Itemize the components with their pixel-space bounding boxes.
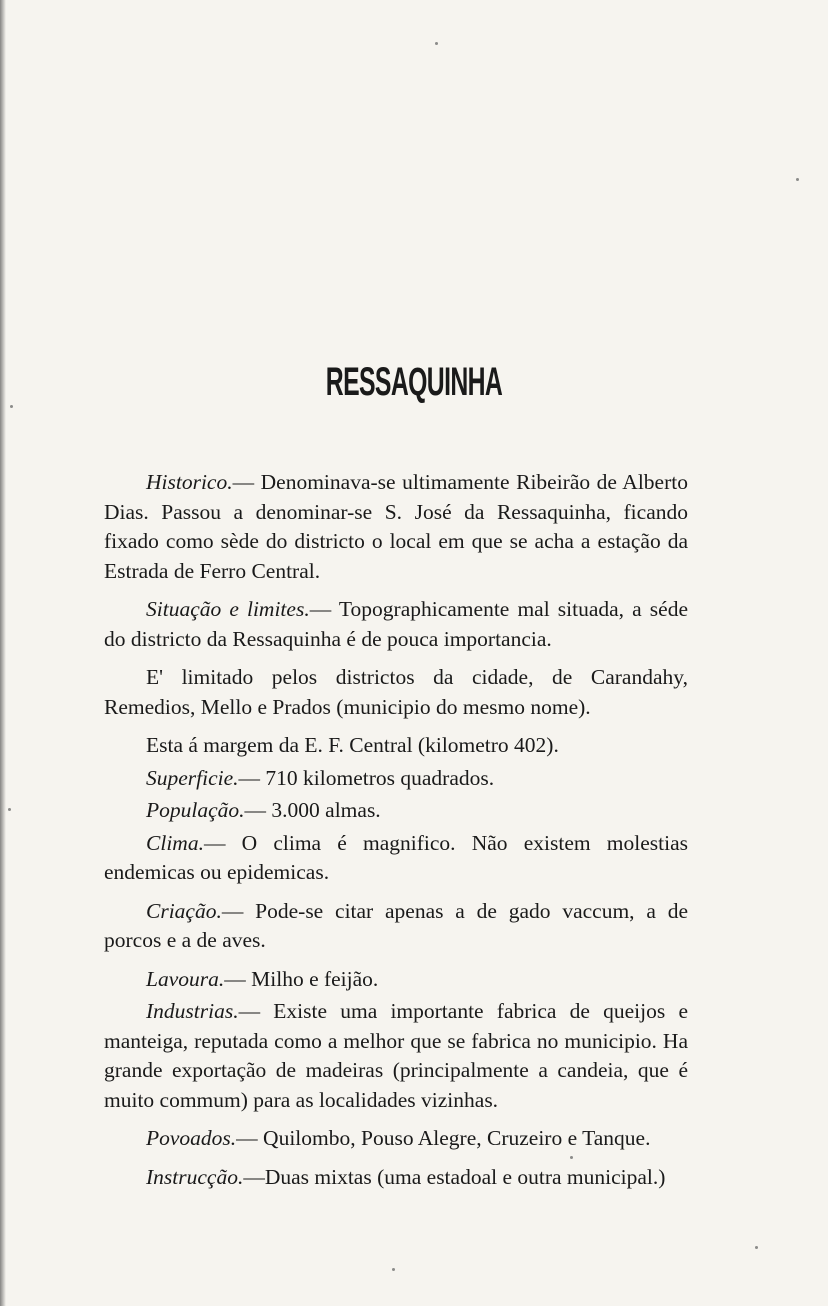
paragraph-text: O clima é magnifico. Não existem molestias endemicas ou epidemicas.: [104, 830, 688, 884]
paragraph-label: Povoados.: [146, 1126, 237, 1150]
paragraph-dash: —: [309, 597, 332, 621]
paragraph-situacao: [104, 595, 688, 654]
scan-speck: [755, 1246, 758, 1249]
paragraph-povoados: [104, 1124, 688, 1154]
scan-speck: [10, 405, 13, 408]
paragraph-text: Topographicamente mal situada, a séde do districto da Ressaquinha é de pouca importancia.: [104, 597, 689, 651]
paragraph-text: Quilombo, Pouso Alegre, Cruzeiro e Tanque.: [257, 1126, 651, 1150]
paragraph-text: 3.000 almas.: [266, 798, 381, 822]
paragraph-populacao: [104, 796, 688, 826]
scan-speck: [392, 1268, 395, 1271]
paragraph-superficie: [104, 764, 688, 794]
paragraph-label: Criação.: [146, 898, 222, 923]
paragraph-dash: —: [232, 470, 255, 494]
paragraph-industrias: [104, 997, 688, 1115]
paragraph-dash: —: [203, 830, 226, 855]
paragraph-label: Superficie.: [146, 765, 239, 790]
paragraph-text: E' limitado pelos districtos da cidade, de Carandahy, Remedios, Mello e Prados (municipio do mesmo nome).: [104, 665, 688, 719]
paragraph-text: Esta á margem da E. F. Central (kilometro 402).: [146, 733, 559, 757]
paragraph-text: Pode-se citar apenas a de gado vaccum, a de porcos e a de aves.: [104, 898, 688, 952]
paragraph-criacao: [104, 897, 688, 956]
paragraph-limites: [104, 663, 688, 722]
paragraph-instruccao: [104, 1163, 688, 1193]
paragraph-lavoura: [104, 965, 688, 995]
paragraph-margem: [104, 731, 688, 761]
document-body: [104, 468, 688, 1201]
paragraph-dash: —: [238, 765, 261, 790]
scan-speck: [570, 1156, 573, 1159]
scan-speck: [796, 178, 799, 181]
paragraph-text: Existe uma importante fabrica de queijos e manteiga, reputada como a melhor que se fabrica no municipio. Ha grande exportação de madeiras (principalmente a candeia, que é muito commum) para as localidades vizinhas.: [104, 999, 688, 1112]
paragraph-text: Milho e feijão.: [245, 966, 379, 991]
page-title: RESSAQUINHA: [325, 360, 503, 404]
paragraph-text: 710 kilometros quadrados.: [260, 765, 495, 790]
paragraph-dash: —: [244, 798, 267, 822]
paragraph-dash: —: [224, 966, 246, 991]
paragraph-label: Instrucção.: [146, 1164, 244, 1189]
paragraph-label: Industrias.: [146, 999, 239, 1023]
scan-edge-shadow: [0, 0, 6, 1306]
paragraph-text: Duas mixtas (uma estadoal e outra municipal.): [264, 1164, 666, 1189]
paragraph-label: População.: [146, 798, 245, 822]
scan-speck: [8, 808, 11, 811]
paragraph-dash: —: [221, 898, 244, 923]
paragraph-dash: —: [236, 1126, 258, 1150]
paragraph-historico: [104, 468, 688, 586]
paragraph-label: Lavoura.: [146, 966, 225, 991]
paragraph-dash: —: [243, 1164, 265, 1189]
paragraph-label: Situação e limites.: [146, 597, 310, 621]
scan-speck: [435, 42, 438, 45]
paragraph-label: Clima.: [146, 830, 204, 855]
paragraph-dash: —: [238, 999, 261, 1023]
paragraph-clima: [104, 829, 688, 888]
paragraph-label: Historico.: [146, 470, 233, 494]
paragraph-text: Denominava-se ultimamente Ribeirão de Alberto Dias. Passou a denominar-se S. José da Ressaquinha, ficando fixado como sède do districto o local em que se acha a estação da Estrada de Ferro Central.: [104, 470, 688, 583]
